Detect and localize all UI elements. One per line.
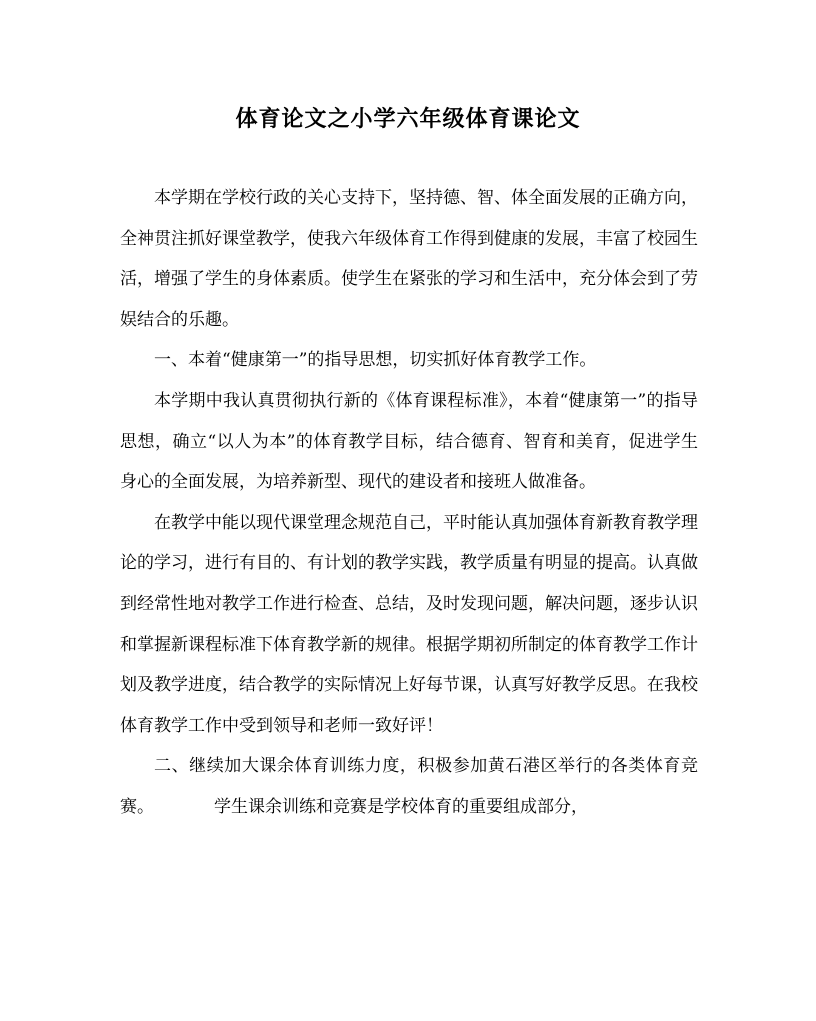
document-title: 体育论文之小学六年级体育课论文 (235, 106, 581, 132)
paragraph-training-text: 学生课余训练和竞赛是学校体育的重要组成部分， (214, 796, 588, 817)
section-heading-2: 二、继续加大课余体育训练力度，积极参加黄石港区举行的各类体育竞赛。 (120, 756, 698, 817)
paragraph-curriculum: 本学期中我认真贯彻执行新的《体育课程标准》，本着“健康第一”的指导思想，确立“以人为本”的体育教学目标，结合德育、智育和美育，促进学生身心的全面发展，为培养新型、现代的建设者和接班人做准备。 (120, 390, 698, 493)
paragraph-teaching: 在教学中能以现代课堂理念规范自己，平时能认真加强体育新教育教学理论的学习，进行有目的、有计划的教学实践，教学质量有明显的提高。认真做到经常性地对教学工作进行检查、总结，及时发现问题，解决问题，逐步认识和掌握新课程标准下体育教学新的规律。根据学期初所制定的体育教学工作计划及教学进度，结合教学的实际情况上好每节课，认真写好教学反思。在我校体育教学工作中受到领导和老师一致好评！ (120, 512, 698, 736)
section-heading-1: 一、本着“健康第一”的指导思想，切实抓好体育教学工作。 (154, 350, 597, 371)
paragraph-training (120, 746, 698, 827)
paragraph-intro: 本学期在学校行政的关心支持下，坚持德、智、体全面发展的正确方向，全神贯注抓好课堂教学，使我六年级体育工作得到健康的发展，丰富了校园生活，增强了学生的身体素质。使学生在紧张的学习和生活中，充分体会到了劳娱结合的乐趣。 (120, 188, 698, 330)
document-body (120, 178, 698, 828)
